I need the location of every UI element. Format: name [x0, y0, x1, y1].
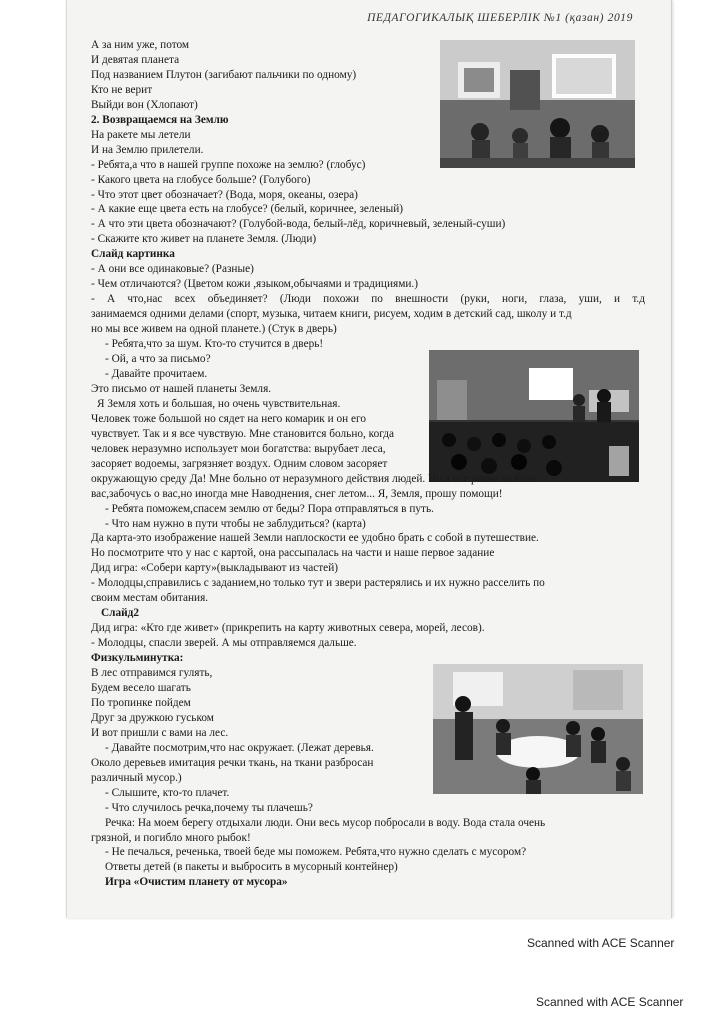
text-line: Человек тоже большой но сядет на него комарик и он его [91, 412, 367, 425]
text-line: - Не печалься, реченька, твоей беде мы поможем. Ребята,что нужно сделать с мусором? [105, 846, 527, 859]
text-line: засоряет водоемы, загрязняет воздух. Одним словом засоряет [91, 457, 388, 470]
text-line: - А какие еще цвета есть на глобусе? (белый, коричнее, зеленый) [91, 203, 404, 216]
text-line: вас,забочусь о вас,но иногда мне Наводнения, снег летом... Я, Земля, прошу помощи! [91, 487, 503, 500]
text-line: - Ребята,что за шум. Кто-то стучится в дверь! [105, 338, 324, 351]
text-line: Около деревьев имитация речки ткань, на ткани разбросан [91, 756, 374, 769]
text-line: И на Землю прилетели. [91, 143, 204, 156]
section-heading: Игра «Очистим планету от мусора» [105, 876, 288, 889]
text-line: - Ребята,а что в нашей группе похоже на землю? (глобус) [91, 158, 366, 171]
scanner-watermark: Scanned with ACE Scanner [536, 995, 684, 1009]
text-line: - Что случилось речка,почему ты плачешь? [105, 801, 313, 814]
text-line: чувствует. Так и я все чувствую. Мне становится больно, когда [91, 427, 395, 440]
text-line: - А что,нас всех объединяет? (Люди похожи по внешности (руки, ноги, глаза, уши, и т.д [91, 293, 645, 306]
section-heading: Слайд картинка [91, 248, 175, 261]
text-line: - А они все одинаковые? (Разные) [91, 263, 254, 276]
text-line: - А что эти цвета обозначают? (Голубой-вода, белый-лёд, коричневый, зеленый-суши) [91, 218, 506, 231]
text-line: - Ой, а что за письмо? [105, 353, 211, 366]
text-line: Дид игра: «Кто где живет» (прикрепить на карту животных севера, морей, лесов). [91, 622, 485, 635]
scanner-watermark: Scanned with ACE Scanner [527, 936, 675, 950]
text-line: Выйди вон (Хлопают) [91, 98, 198, 111]
text-line: А за ним уже, потом [91, 39, 190, 51]
section-heading: 2. Возвращаемся на Землю [91, 113, 229, 126]
text-line: Кто не верит [91, 83, 153, 96]
text-line: И вот пришли с вами на лес. [91, 726, 229, 739]
text-line: - Давайте посмотрим,что нас окружает. (Лежат деревья. [105, 741, 374, 754]
text-line: своим местам обитания. [91, 592, 209, 605]
journal-header: ПЕДАГОГИКАЛЫҚ ШЕБЕРЛІК №1 (қазан) 2019 [367, 12, 633, 24]
text-line: окружающую среду Да! Мне больно от неразумного действия людей. Но я все равно люблю [91, 472, 536, 485]
text-line: - Что этот цвет обозначает? (Вода, моря, океаны, озера) [91, 188, 358, 201]
text-line: Речка: На моем берегу отдыхали люди. Они весь мусор побросали в воду. Вода стала очень [105, 816, 546, 829]
text-line: различный мусор.) [91, 771, 182, 784]
section-heading: Слайд2 [101, 607, 140, 620]
text-line: Я Земля хоть и большая, но очень чувствительная. [97, 397, 341, 410]
text-line: Ответы детей (в пакеты и выбросить в мусорный контейнер) [105, 861, 398, 874]
text-line: - Молодцы,справились с заданием,но только тут и звери растерялись и их нужно расселить по [91, 577, 545, 590]
text-line: грязной, и погибло много рыбок! [91, 831, 251, 844]
text-line: На ракете мы летели [91, 128, 191, 141]
text-line: - Что нам нужно в пути чтобы не заблудиться? (карта) [105, 517, 366, 530]
text-line: - Чем отличаются? (Цветом кожи ,языком,обычаями и традициями.) [91, 278, 418, 291]
text-line: - Слышите, кто-то плачет. [105, 786, 230, 799]
text-line: - Ребята поможем,спасем землю от беды? Пора отправляться в путь. [105, 502, 434, 515]
text-line: - Какого цвета на глобусе больше? (Голубого) [91, 173, 311, 186]
document-body [91, 38, 645, 890]
text-line: В лес отправимся гулять, [91, 667, 213, 680]
text-line: но мы все живем на одной планете.) (Стук в дверь) [91, 323, 337, 336]
text-line: Это письмо от нашей планеты Земля. [91, 382, 272, 395]
section-heading: Физкульминутка: [91, 652, 184, 665]
text-line: человек неразумно использует мои богатства: вырубает леса, [91, 442, 386, 455]
text-line: - Молодцы, спасли зверей. А мы отправляемся дальше. [91, 637, 357, 650]
text-line: - Скажите кто живет на планете Земля. (Люди) [91, 233, 317, 246]
text-line: Но посмотрите что у нас с картой, она рассыпалась на части и наше первое задание [91, 547, 495, 560]
text-line: По тропинке пойдем [91, 696, 191, 709]
text-line: занимаемся одними делами (спорт, музыка, читаем книги, рисуем, ходим в детский сад, школу и т.д [91, 308, 572, 321]
text-line: - Давайте прочитаем. [105, 367, 208, 380]
text-line: Будем весело шагать [91, 681, 191, 694]
scanned-page [66, 0, 672, 918]
text-line: Под названием Плутон (загибают пальчики по одному) [91, 68, 357, 81]
text-line: Да карта-это изображение нашей Земли наплоскости ее удобно брать с собой в путешествие. [91, 532, 539, 545]
text-line: Дид игра: «Собери карту»(выкладывают из частей) [91, 562, 339, 575]
text-line: Друг за дружкою гуськом [91, 711, 214, 724]
text-line: И девятая планета [91, 53, 180, 66]
